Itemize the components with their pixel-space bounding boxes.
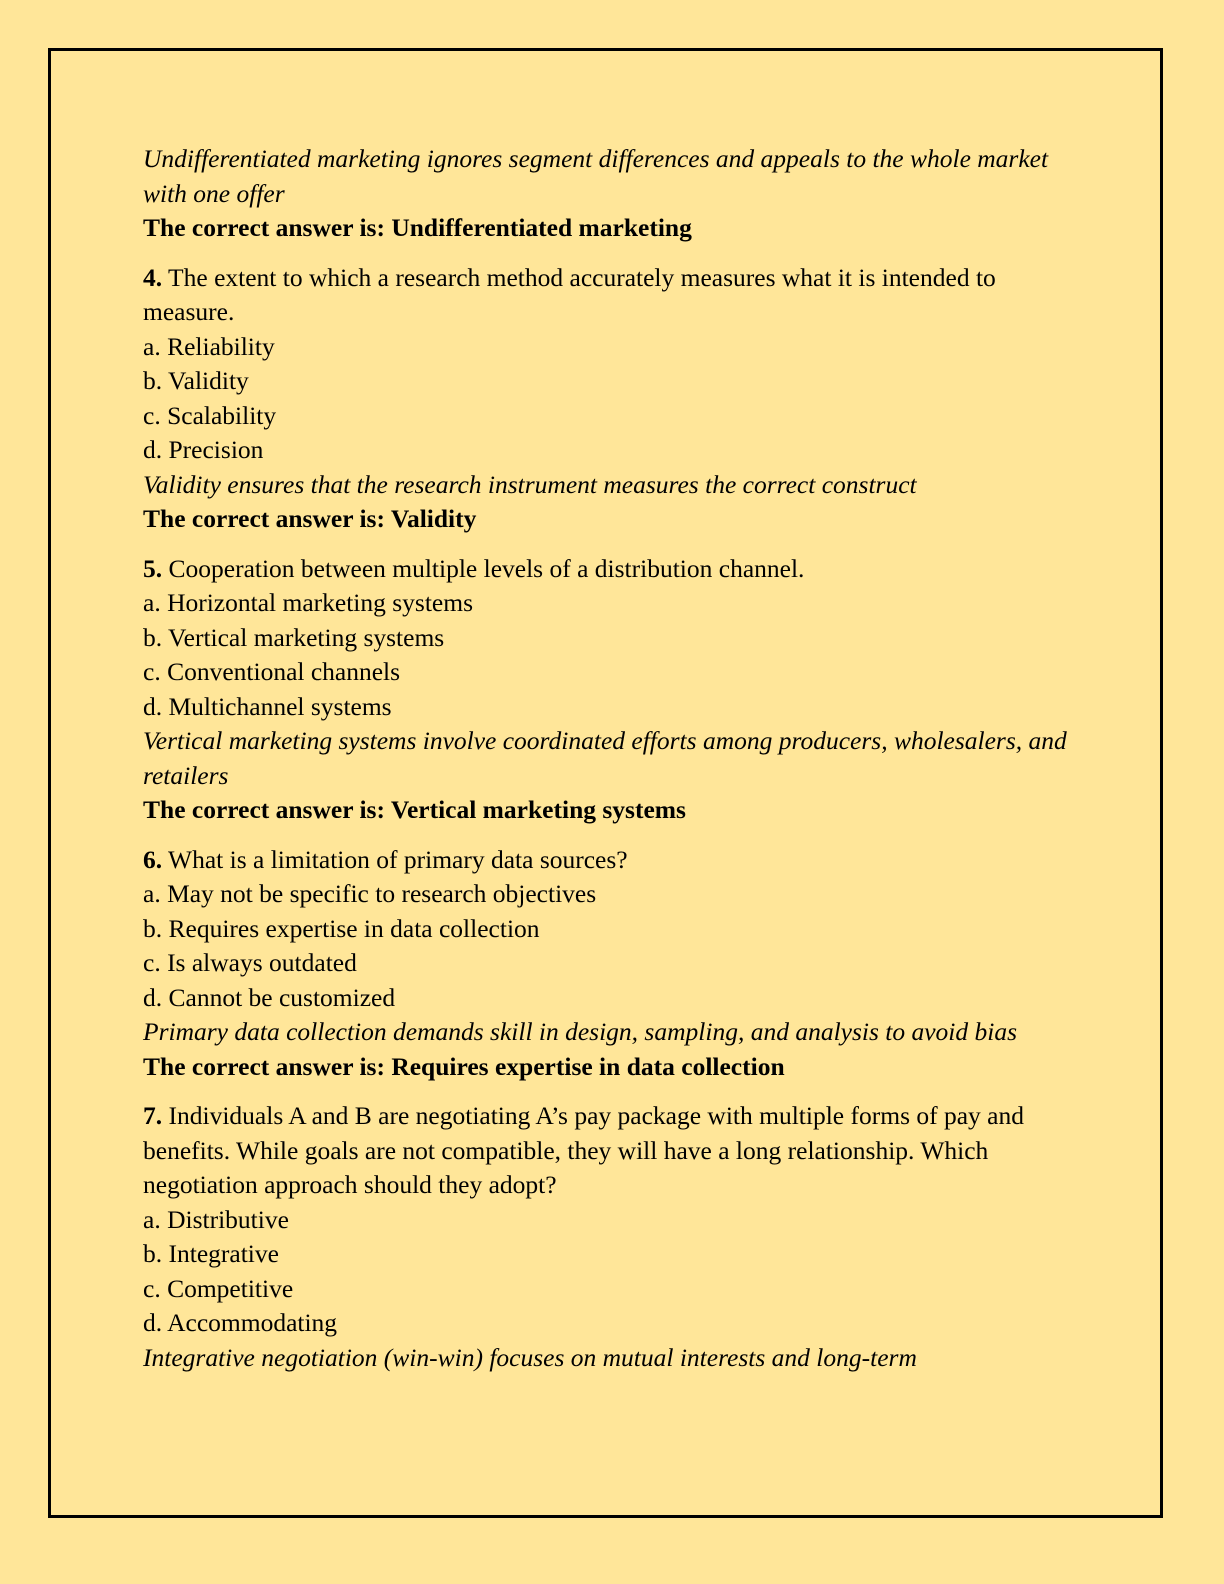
correct-answer: The correct answer is: Undifferentiated marketing — [143, 213, 692, 242]
question-stem: The extent to which a research method accurately measures what it is intended to measure. — [143, 262, 996, 326]
option-d: d. Cannot be customized — [143, 982, 396, 1012]
option-b: b. Vertical marketing systems — [143, 622, 445, 652]
option-a: a. May not be specific to research objectives — [143, 879, 597, 908]
question-stem: Cooperation between multiple levels of a distribution channel. — [168, 553, 805, 583]
option-a: a. Distributive — [143, 1204, 289, 1234]
explanation-text: Undifferentiated marketing ignores segment differences and appeals to the whole market with one offer — [143, 144, 1049, 208]
explanation-text: Integrative negotiation (win-win) focuses on mutual interests and long-term — [143, 1342, 917, 1372]
question-7 — [143, 1099, 1083, 1375]
option-c: c. Scalability — [143, 400, 277, 430]
question-text — [143, 552, 1083, 587]
question-stem: What is a limitation of primary data sources? — [168, 844, 628, 874]
option-a: a. Reliability — [143, 331, 275, 361]
question-text — [143, 261, 1083, 330]
question-number: 5. — [143, 553, 163, 583]
question-text — [143, 843, 1083, 878]
option-c: c. Competitive — [143, 1273, 294, 1303]
option-c: c. Is always outdated — [143, 948, 357, 977]
option-b: b. Validity — [143, 366, 249, 395]
option-d: d. Multichannel systems — [143, 691, 392, 721]
question-4 — [143, 261, 1083, 537]
correct-answer: The correct answer is: Vertical marketing systems — [143, 795, 686, 824]
question-number: 7. — [143, 1101, 163, 1130]
explanation-text: Vertical marketing systems involve coordinated efforts among producers, wholesalers, and retailers — [143, 726, 1067, 790]
intro-block — [143, 142, 1083, 246]
option-c: c. Conventional channels — [143, 657, 401, 686]
option-d: d. Precision — [143, 435, 264, 464]
correct-answer: The correct answer is: Requires expertise in data collection — [143, 1051, 785, 1081]
question-stem: Individuals A and B are negotiating A’s pay package with multiple forms of pay and benefits. While goals are not compatible, they will have a long relationship. Which negotiation approach should they adopt? — [143, 1101, 1024, 1199]
option-a: a. Horizontal marketing systems — [143, 588, 474, 617]
document-content — [143, 142, 1083, 1390]
explanation-text: Validity ensures that the research instrument measures the correct construct — [143, 469, 917, 499]
explanation-text: Primary data collection demands skill in design, sampling, and analysis to avoid bias — [143, 1017, 1018, 1046]
question-number: 6. — [143, 844, 163, 874]
question-5 — [143, 552, 1083, 828]
question-text — [143, 1099, 1083, 1203]
correct-answer: The correct answer is: Validity — [143, 504, 477, 533]
option-b: b. Requires expertise in data collection — [143, 913, 540, 943]
question-number: 4. — [143, 262, 163, 292]
option-d: d. Accommodating — [143, 1308, 338, 1337]
option-b: b. Integrative — [143, 1239, 279, 1268]
question-6 — [143, 843, 1083, 1085]
